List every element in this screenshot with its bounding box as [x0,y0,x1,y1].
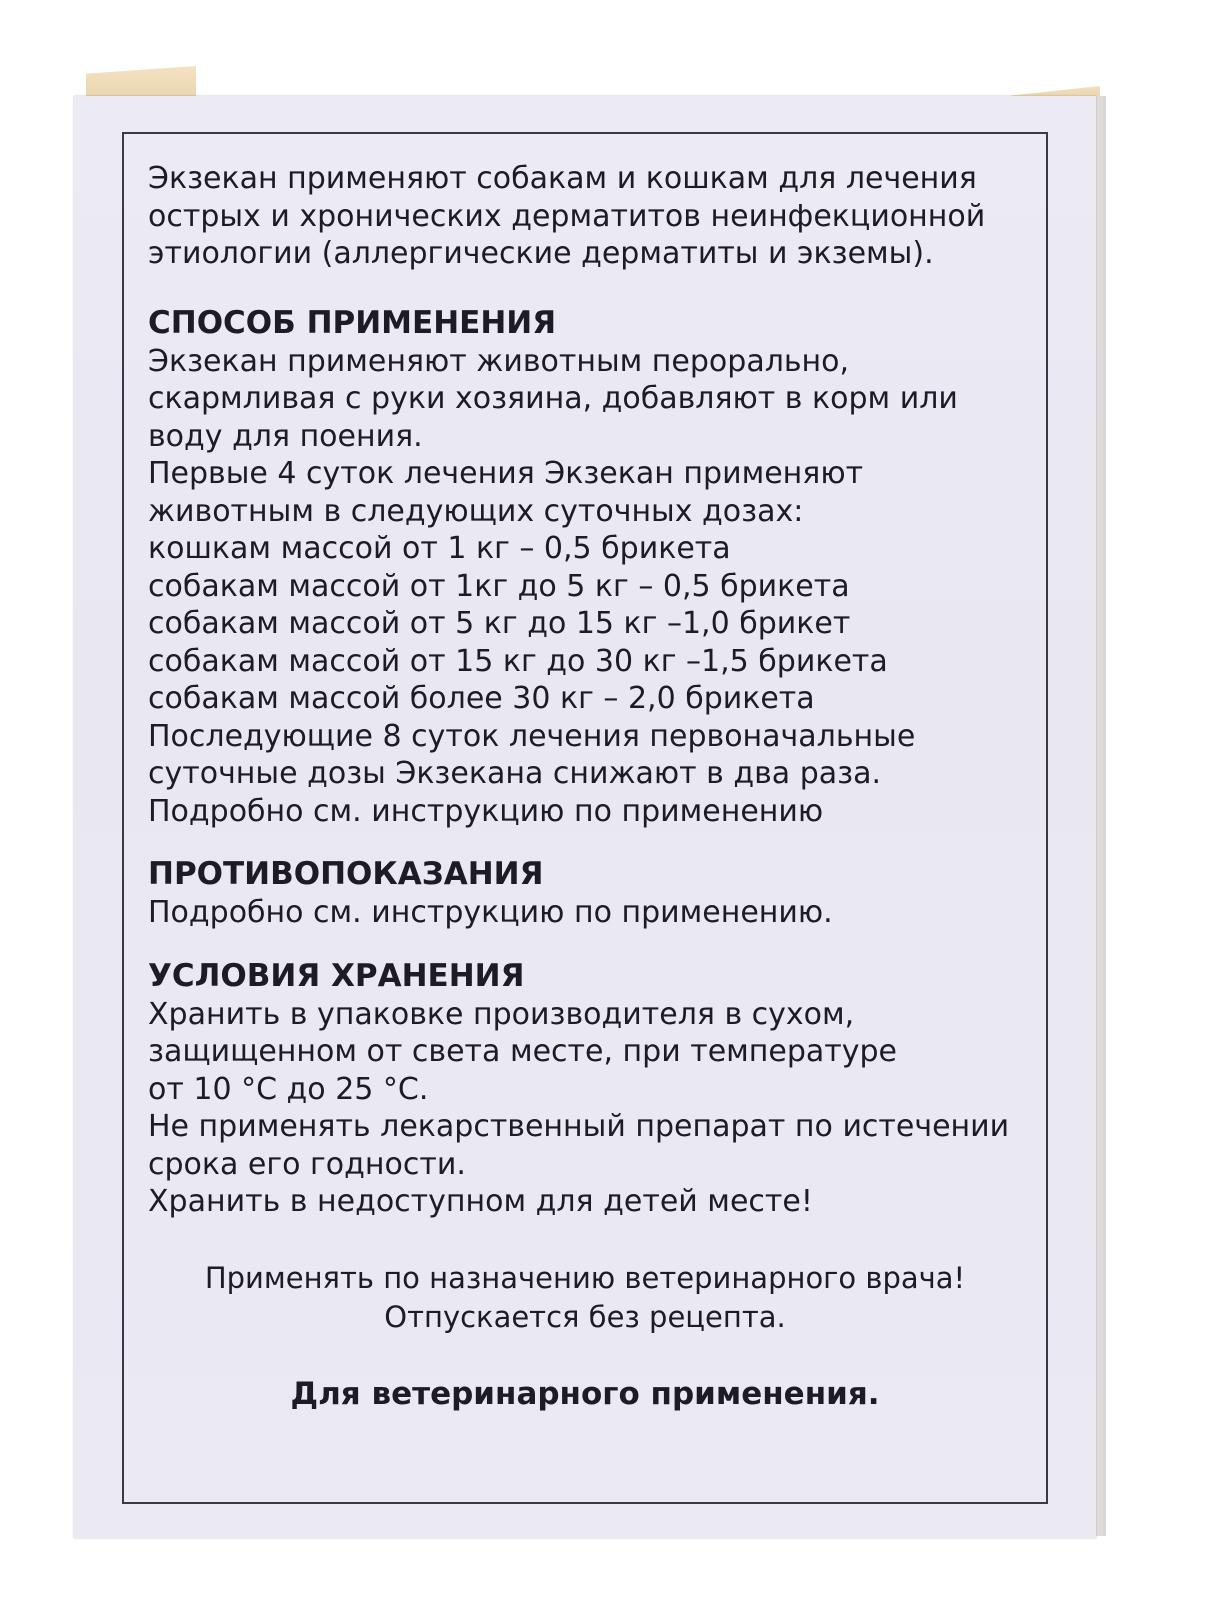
usage-line: животным в следующих суточных дозах: [148,493,804,529]
usage-line: суточные дозы Экзекана снижают в два раза. [148,756,882,791]
veterinary-use-label: Для ветеринарного применения. [290,1376,880,1412]
storage-line: от 10 °С до 25 °С. [148,1071,429,1107]
prescription-note: Применять по назначению ветеринарного врача! [204,1261,966,1295]
box-back-panel [74,96,1096,1538]
dose-line: собакам массой более 30 кг – 2,0 брикета [148,681,815,716]
dose-line: собакам массой от 15 кг до 30 кг –1,5 брикета [148,643,888,679]
usage-line: Первые 4 суток лечения Экзекан применяют [148,456,864,491]
usage-heading: СПОСОБ ПРИМЕНЕНИЯ [148,304,557,341]
usage-line: Подробно см. инструкцию по применению [148,793,824,829]
storage-heading: УСЛОВИЯ ХРАНЕНИЯ [148,957,525,994]
dose-line: собакам массой от 5 кг до 15 кг –1,0 брикет [148,606,851,641]
contraindications-heading: ПРОТИВОПОКАЗАНИЯ [148,856,544,892]
storage-line: Хранить в упаковке производителя в сухом, [148,996,855,1032]
storage-line: Хранить в недоступном для детей месте! [148,1184,813,1219]
storage-line: срока его годности. [148,1146,466,1182]
storage-line: защищенном от света месте, при температуре [148,1034,898,1069]
usage-line: скармливая с руки хозяина, добавляют в корм или [148,381,958,416]
intro-line: этиологии (аллергические дерматиты и экземы). [148,236,934,271]
instructions-text-block [148,160,1028,1221]
usage-line: Последующие 8 суток лечения первоначальные [148,718,916,754]
otc-note: Отпускается без рецепта. [384,1300,786,1334]
intro-line: Экзекан применяют собакам и кошкам для лечения [148,161,977,196]
storage-line: Не применять лекарственный препарат по истечении [148,1109,1010,1144]
dose-line: кошкам массой от 1 кг – 0,5 брикета [148,531,731,566]
intro-line: острых и хронических дерматитов неинфекционной [148,198,986,234]
usage-line: Экзекан применяют животным перорально, [148,343,850,379]
usage-line: воду для поения. [148,418,423,454]
contraindications-line: Подробно см. инструкцию по применению. [148,895,833,930]
dose-line: собакам массой от 1кг до 5 кг – 0,5 брикета [148,568,850,604]
